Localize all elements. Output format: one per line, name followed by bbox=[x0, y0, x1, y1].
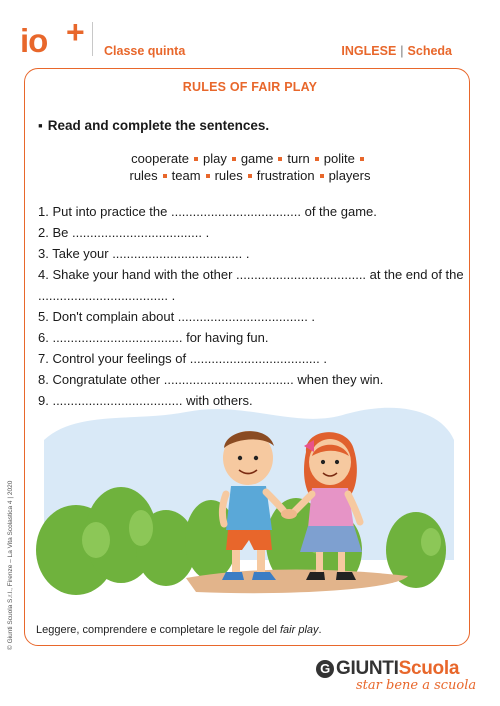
io-logo bbox=[20, 14, 92, 60]
separator-dot-icon bbox=[194, 157, 198, 161]
sentence-item: 5. Don't complain about .................................... . bbox=[38, 309, 316, 324]
word_bank_row2-word: team bbox=[171, 168, 201, 183]
separator-dot-icon bbox=[163, 174, 167, 178]
brand-tagline: star bene a scuola bbox=[356, 678, 477, 693]
handshake bbox=[281, 509, 297, 519]
logo-text: io bbox=[20, 22, 48, 59]
sheet-label: Scheda bbox=[407, 44, 452, 58]
sentence-item: 1. Put into practice the .................................... of the game. bbox=[38, 204, 377, 219]
separator-dot-icon bbox=[278, 157, 282, 161]
brand-name-scuola: Scuola bbox=[398, 658, 460, 679]
footer-note-text: Leggere, comprendere e completare le regole del bbox=[36, 624, 280, 636]
word-bank-row-1 bbox=[0, 151, 500, 166]
separator-dot-icon bbox=[248, 174, 252, 178]
footer-instruction bbox=[36, 624, 322, 636]
instruction-text: Read and complete the sentences. bbox=[47, 118, 270, 133]
sentence-list bbox=[38, 201, 468, 411]
word_bank_row1-word: cooperate bbox=[131, 151, 189, 166]
footer-note-italic: fair play bbox=[279, 624, 319, 636]
word_bank_row2-word: players bbox=[328, 168, 371, 183]
word_bank_row1-word: play bbox=[202, 151, 227, 166]
separator-dot-icon bbox=[315, 157, 319, 161]
header-divider bbox=[92, 22, 93, 56]
subject-label bbox=[341, 44, 452, 58]
sentence-item: 4. Shake your hand with the other .................................... at the end of the bbox=[38, 267, 464, 282]
subject-separator: | bbox=[400, 44, 404, 58]
word_bank_row2-word: rules bbox=[214, 168, 243, 183]
instruction bbox=[38, 118, 269, 133]
word_bank_row2-word: rules bbox=[129, 168, 158, 183]
sentence-item: 6. .................................... for having fun. bbox=[38, 330, 269, 345]
kids-handshake-illustration bbox=[36, 400, 458, 606]
plus-icon: + bbox=[66, 14, 85, 50]
sentence-item: .................................... . bbox=[38, 288, 176, 303]
separator-dot-icon bbox=[320, 174, 324, 178]
word_bank_row1-word: turn bbox=[287, 151, 310, 166]
word_bank_row2-word: frustration bbox=[256, 168, 315, 183]
separator-dot-icon bbox=[206, 174, 210, 178]
brand-name: GIUNTI bbox=[336, 658, 399, 679]
footer-note-end: . bbox=[318, 624, 322, 636]
worksheet-title: RULES OF FAIR PLAY bbox=[182, 80, 318, 94]
bullet-icon: ▪ bbox=[38, 118, 43, 133]
copyright-credit: © Giunti Scuola S.r.l., Firenze – La Vita Scolastica 4 | 2020 bbox=[7, 480, 14, 650]
sentence-item: 8. Congratulate other .................................... when they win. bbox=[38, 372, 384, 387]
sentence-item: 7. Control your feelings of .................................... . bbox=[38, 351, 327, 366]
separator-dot-icon bbox=[360, 157, 364, 161]
word_bank_row1-word: polite bbox=[323, 151, 355, 166]
class-label: Classe quinta bbox=[104, 44, 186, 58]
brand-mark-icon: G bbox=[316, 660, 334, 678]
subject-name: INGLESE bbox=[341, 44, 397, 58]
word_bank_row1-word: game bbox=[240, 151, 274, 166]
sentence-item: 3. Take your .................................... . bbox=[38, 246, 250, 261]
sentence-item: 2. Be .................................... . bbox=[38, 225, 210, 240]
separator-dot-icon bbox=[232, 157, 236, 161]
giunti-scuola-logo bbox=[316, 658, 459, 680]
sentence-item: 9. .................................... with others. bbox=[38, 393, 253, 408]
word-bank-row-2 bbox=[0, 168, 500, 183]
